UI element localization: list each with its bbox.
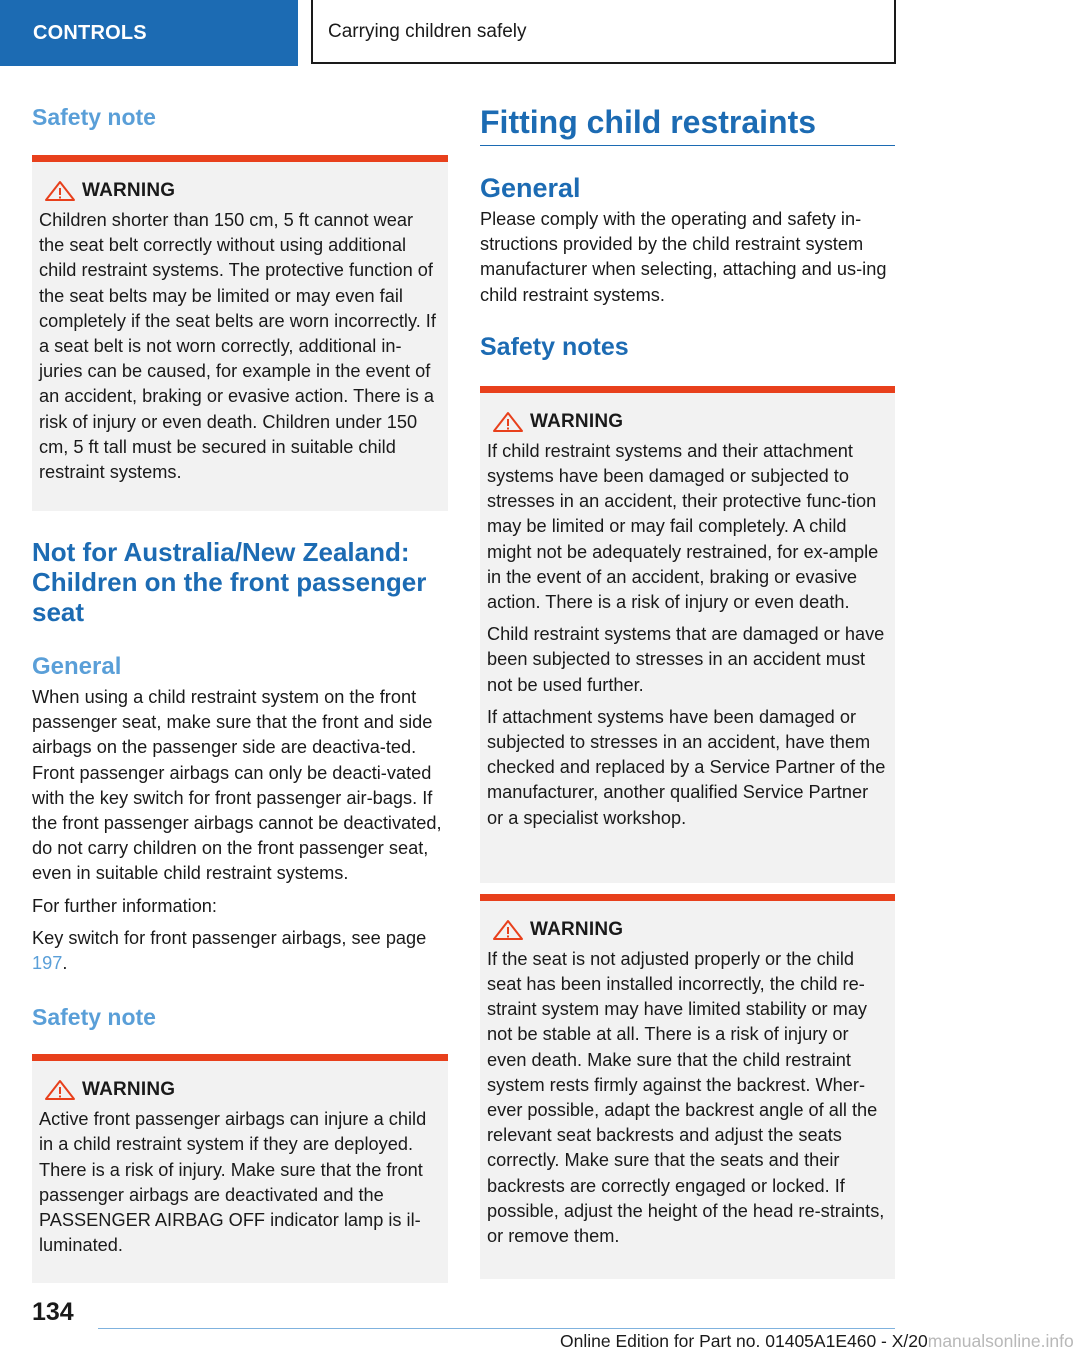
section-tab[interactable]: CONTROLS — [0, 0, 298, 66]
footer-edition — [560, 1331, 1074, 1352]
warning-label: WARNING — [530, 918, 624, 940]
warning-text: Active front passenger airbags can injure a child in a child restraint system if they are deployed. There is a risk of injury. Make sure that the front passenger airbags are deactivated and the PASSENGER AIRBAG OFF indicator lamp is il-luminated. — [39, 1109, 427, 1256]
warning-box-2 — [32, 1054, 448, 1283]
front-passenger-seat-heading: Not for Australia/New Zealand: Children on the front passenger seat — [32, 537, 427, 627]
warning-text: Children shorter than 150 cm, 5 ft cannot wear the seat belt correctly without using additional child restraint systems. The protective function of the seat belts may be limited or may even fail completely if the seat belts are worn incorrectly. If a seat belt is not worn correctly, additional in-juries can be caused, for example in the event of an accident, braking or evasive action. There is a risk of injury or even death. Children under 150 cm, 5 ft tall must be secured in suitable child restraint systems. — [39, 210, 436, 483]
warning-header — [487, 919, 888, 941]
warning-box-4 — [480, 894, 895, 1279]
page-reference-text: Key switch for front passenger airbags, see page — [32, 927, 427, 948]
left-column — [32, 66, 448, 1283]
warning-triangle-icon — [491, 919, 525, 941]
warning-triangle-icon — [491, 411, 525, 433]
page-title: Fitting child restraints — [480, 104, 817, 140]
safety-notes-heading: Safety notes — [480, 332, 629, 361]
right-column — [480, 66, 895, 1279]
warning-label: WARNING — [82, 180, 176, 201]
watermark-text: manualsonline.info — [927, 1331, 1074, 1351]
warning-header — [39, 1079, 441, 1101]
warning-text-p1: If child restraint systems and their attachment systems have been damaged or subjected to stresses in an accident, their protective func-tion may be limited or may fail completely. A child might not be adequately restrained, for ex-ample in the event of an accident, braking or evasive action. There is a risk of injury or even death. — [487, 440, 879, 613]
warning-label: WARNING — [530, 410, 624, 432]
general-text-right: Please comply with the operating and safety in-structions provided by the child restraint system manufacturer when selecting, attaching and us-ing child restraint systems. — [480, 209, 887, 305]
warning-box-3 — [480, 386, 895, 883]
title-block — [480, 102, 895, 146]
general-text-left: When using a child restraint system on the front passenger seat, make sure that the front and side airbags on the passenger side are deactiva-ted. Front passenger airbags can only be deacti-vated with the key switch for front passenger air-bags. If the front passenger airbags cannot be deactivated, do not carry children on the front passenger seat, even in suitable child restraint systems. — [32, 687, 442, 884]
safety-note-heading-1: Safety note — [32, 104, 156, 130]
warning-text-p3: If attachment systems have been damaged or subjected to stresses in an accident, have them checked and replaced by a Service Partner of the manufacturer, another qualified Service Partner or a specialist workshop. — [487, 706, 886, 828]
footer-divider — [98, 1328, 895, 1329]
page-reference-end: . — [62, 953, 68, 974]
header-bar — [0, 0, 960, 66]
general-heading-left: General — [32, 653, 122, 680]
warning-triangle-icon — [43, 180, 77, 202]
page-number: 134 — [32, 1298, 74, 1326]
safety-note-heading-2: Safety note — [32, 1004, 156, 1031]
edition-text: Online Edition for Part no. 01405A1E460 - X/20 — [560, 1331, 928, 1351]
warning-text-p1: If the seat is not adjusted properly or the child seat has been installed incorrectly, the child re-straint system may have limited stability or may not be stable at all. There is a risk of injury or even death. Make sure that the child restraint system rests firmly against the backrest. Wher-ever possible, adapt the backrest angle of all the relevant seat backrests and adjust the seats correctly. Make sure that the seats and their backrests are correctly engaged or locked. If possible, adjust the height of the head re-straints, or remove them. — [487, 948, 885, 1247]
warning-header — [487, 411, 888, 433]
general-heading-right: General — [480, 173, 581, 203]
page-reference-link[interactable]: 197 — [32, 953, 63, 974]
warning-box-1 — [32, 155, 448, 511]
warning-header — [39, 180, 441, 202]
warning-label: WARNING — [82, 1079, 176, 1101]
warning-text-p2: Child restraint systems that are damaged or have been subjected to stresses in an accident must not be used further. — [487, 624, 885, 695]
warning-triangle-icon — [43, 1079, 77, 1101]
further-info-text: For further information: — [32, 895, 217, 916]
page-reference — [32, 926, 448, 976]
chapter-title: Carrying children safely — [311, 0, 896, 64]
